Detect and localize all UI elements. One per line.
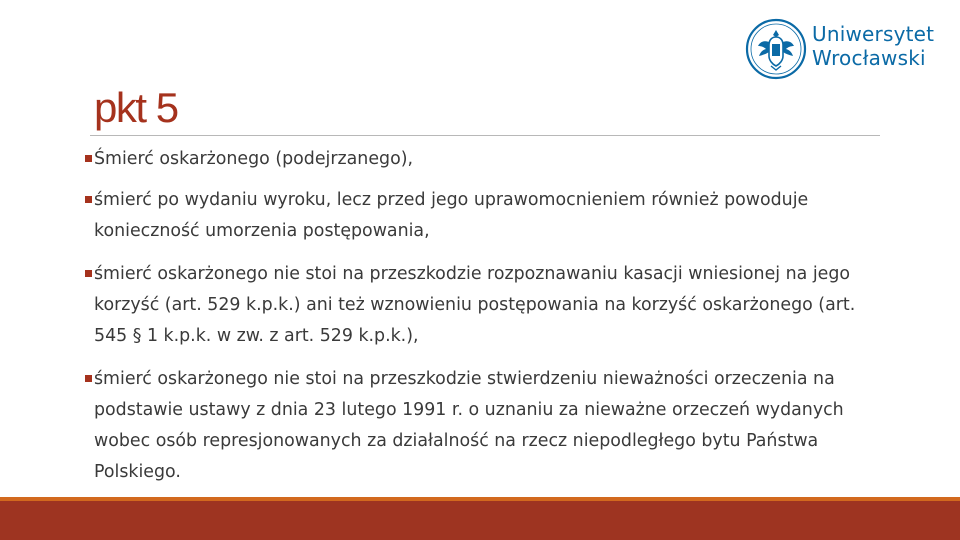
university-emblem-icon: [745, 18, 807, 80]
university-logo: [745, 18, 935, 90]
square-bullet-icon: [85, 270, 92, 277]
bullet-text: śmierć oskarżonego nie stoi na przeszkodzie stwierdzeniu nieważności orzeczenia na podstawie ustawy z dnia 23 lutego 1991 r. o uznaniu za nieważne orzeczeń wydanych wobec osób represjonowanych za działalność na rzecz niepodległego bytu Państwa Polskiego.: [94, 369, 844, 482]
square-bullet-icon: [85, 155, 92, 162]
slide-title: pkt 5: [94, 84, 178, 131]
list-item: [85, 364, 885, 488]
bullet-text: śmierć po wydaniu wyroku, lecz przed jego uprawomocnieniem również powoduje konieczność umorzenia postępowania,: [94, 190, 809, 241]
bullet-list: [85, 144, 885, 500]
square-bullet-icon: [85, 375, 92, 382]
list-item: [85, 185, 885, 247]
list-item: [85, 259, 885, 352]
bullet-text: Śmierć oskarżonego (podejrzanego),: [94, 149, 414, 169]
logo-line-2: Wrocławski: [812, 46, 926, 70]
bullet-text: śmierć oskarżonego nie stoi na przeszkodzie rozpoznawaniu kasacji wniesionej na jego korzyść (art. 529 k.p.k.) ani też wznowieniu postępowania na korzyść oskarżonego (art. 545 § 1 k.p.k. w zw. z art. 529 k.p.k.),: [94, 264, 856, 346]
footer-band: [0, 501, 960, 540]
logo-wordmark: [812, 22, 934, 70]
title-divider: [90, 135, 880, 136]
logo-line-1: Uniwersytet: [812, 22, 935, 46]
list-item: [85, 144, 885, 175]
square-bullet-icon: [85, 196, 92, 203]
